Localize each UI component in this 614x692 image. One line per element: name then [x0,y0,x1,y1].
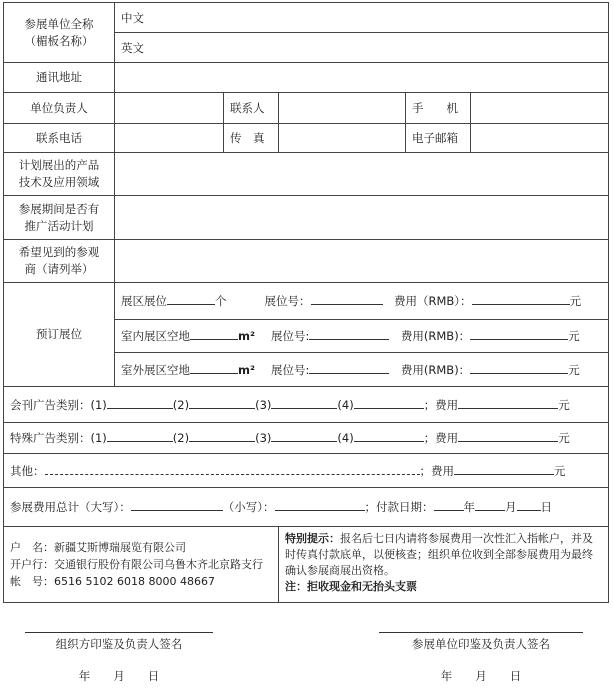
contact-field[interactable] [279,93,406,124]
label-line: 商（请列举） [24,262,94,276]
head-field[interactable] [115,93,224,124]
blank[interactable] [271,430,337,442]
t: 展位号： [264,294,311,308]
bank-name: 户 名：新疆艾斯博瑞展览有限公司 [10,541,186,554]
fee-blank[interactable] [458,430,558,442]
booth-row-outdoor[interactable] [115,353,609,387]
t: 年 [463,500,475,514]
t: ；费用 [419,463,454,478]
t: 费用（RMB）： [394,294,472,308]
t: 参展费用总计（大写）： [10,500,131,514]
t: ；费用 [423,431,459,445]
notice-title: 特别提示： [285,532,340,545]
t: 元 [554,463,566,478]
month-blank[interactable] [475,499,505,511]
bank-info [4,527,279,603]
t: 展位号: [271,362,310,377]
fee-blank[interactable] [470,328,568,340]
head-label: 单位负责人 [4,93,115,124]
t: （小写）： [222,500,275,514]
promotion-label [4,196,115,240]
t: 会刊广告类别：(1) [10,397,107,412]
booth-label: 预订展位 [4,283,115,387]
label-line: 参展期间是否有 [18,201,100,216]
t: 元 [558,431,570,445]
t: m² [238,329,256,343]
email-field[interactable] [471,124,609,153]
blank[interactable] [354,397,424,409]
organizer-date: 年 月 日 [78,669,160,683]
blank[interactable] [354,430,424,442]
label-line: 技术及应用领域 [18,175,100,189]
booth-no-blank[interactable] [309,362,389,374]
t: 其他： [10,463,45,478]
mobile-label: 手 机 [406,93,471,124]
t: m² [238,362,256,377]
address-label: 通讯地址 [4,63,115,93]
special-ads-row[interactable] [4,423,609,454]
bank-account: 帐 号：6516 5102 6018 8000 48667 [10,575,215,588]
other-row[interactable] [4,454,609,488]
visitors-field[interactable] [115,240,609,283]
exhibitor-signature-label: 参展单位印鉴及负责人签名 [412,637,550,651]
address-field[interactable] [115,63,609,93]
other-blank[interactable] [45,463,420,475]
bank-branch: 开户行：交通银行股份有限公司乌鲁木齐北京路支行 [10,558,263,571]
booth-no-blank[interactable] [311,293,383,305]
blank[interactable] [271,397,337,409]
t: 元 [569,294,582,308]
t: 元 [568,362,580,377]
mobile-field[interactable] [471,93,609,124]
registration-form [3,2,609,603]
blank[interactable] [107,397,173,409]
t: (2) [172,397,190,412]
journal-ads-row[interactable] [4,387,609,423]
t: ；费用 [423,397,459,412]
t: 室外展区空地 [121,362,190,377]
t: 费用(RMB)： [400,362,471,377]
organizer-signature-label: 组织方印鉴及负责人签名 [55,637,183,651]
t: (4) [337,397,354,412]
notice [279,527,609,603]
company-name-label [4,3,115,63]
total-big-blank[interactable] [131,499,223,511]
t: (4) [337,431,354,445]
count-blank[interactable] [167,293,215,305]
year-blank[interactable] [434,499,464,511]
fax-label: 传 真 [224,124,279,153]
email-label: 电子邮箱 [406,124,471,153]
t: (3) [255,397,272,412]
blank[interactable] [107,430,173,442]
blank[interactable] [189,397,255,409]
fee-blank[interactable] [470,362,568,374]
t: 月 [505,500,517,514]
total-small-blank[interactable] [275,499,365,511]
company-name-en-field[interactable] [115,33,609,63]
t: 展位号: [271,329,310,343]
area-blank[interactable] [190,328,238,340]
blank[interactable] [189,430,255,442]
t: 室内展区空地 [121,329,190,343]
products-field[interactable] [115,153,609,196]
visitors-label [4,240,115,283]
organizer-signature-line[interactable] [25,632,213,633]
label-line: 参展单位全称 [24,16,94,31]
label-line: 计划展出的产品 [18,158,100,172]
t: 元 [558,397,570,412]
phone-field[interactable] [115,124,224,153]
promotion-field[interactable] [115,196,609,240]
t: ；付款日期： [364,500,434,514]
exhibitor-signature-line[interactable] [379,632,583,633]
t: 个 [215,294,227,308]
booth-no-blank[interactable] [309,328,389,340]
t: 日 [540,500,552,514]
contact-label: 联系人 [224,93,279,124]
fee-blank[interactable] [458,397,558,409]
label-line: （楣板名称） [24,33,94,48]
phone-label: 联系电话 [4,124,115,153]
exhibitor-date: 年 月 日 [440,669,522,683]
fee-blank[interactable] [472,293,570,305]
t: 费用(RMB)： [400,329,471,343]
label-line: 推广活动计划 [24,218,94,233]
area-blank[interactable] [190,362,238,374]
cn-label: 中文 [121,10,144,25]
notice-text: 报名后七日内请将参展费用一次性汇入指帐户，并及时传真付款底单，以便核查；组织单位收到全部参展费用为最终确认参展商展出资格。 [285,532,593,577]
t: 展区展位 [121,294,167,308]
t: 特殊广告类别：(1) [10,431,107,445]
day-blank[interactable] [517,499,541,511]
fee-blank[interactable] [454,463,554,475]
t: 元 [568,329,580,343]
fax-field[interactable] [279,124,406,153]
t: (3) [255,431,272,445]
label-line: 希望见到的参观 [18,245,100,259]
products-label [4,153,115,196]
booth-row-indoor[interactable] [115,320,609,353]
booth-row-standard[interactable] [115,283,609,320]
company-name-cn-field[interactable] [115,3,609,33]
en-label: 英文 [121,40,144,55]
t: (2) [172,431,190,445]
notice-note: 注：拒收现金和无抬头支票 [285,580,417,593]
total-row[interactable] [4,488,609,527]
